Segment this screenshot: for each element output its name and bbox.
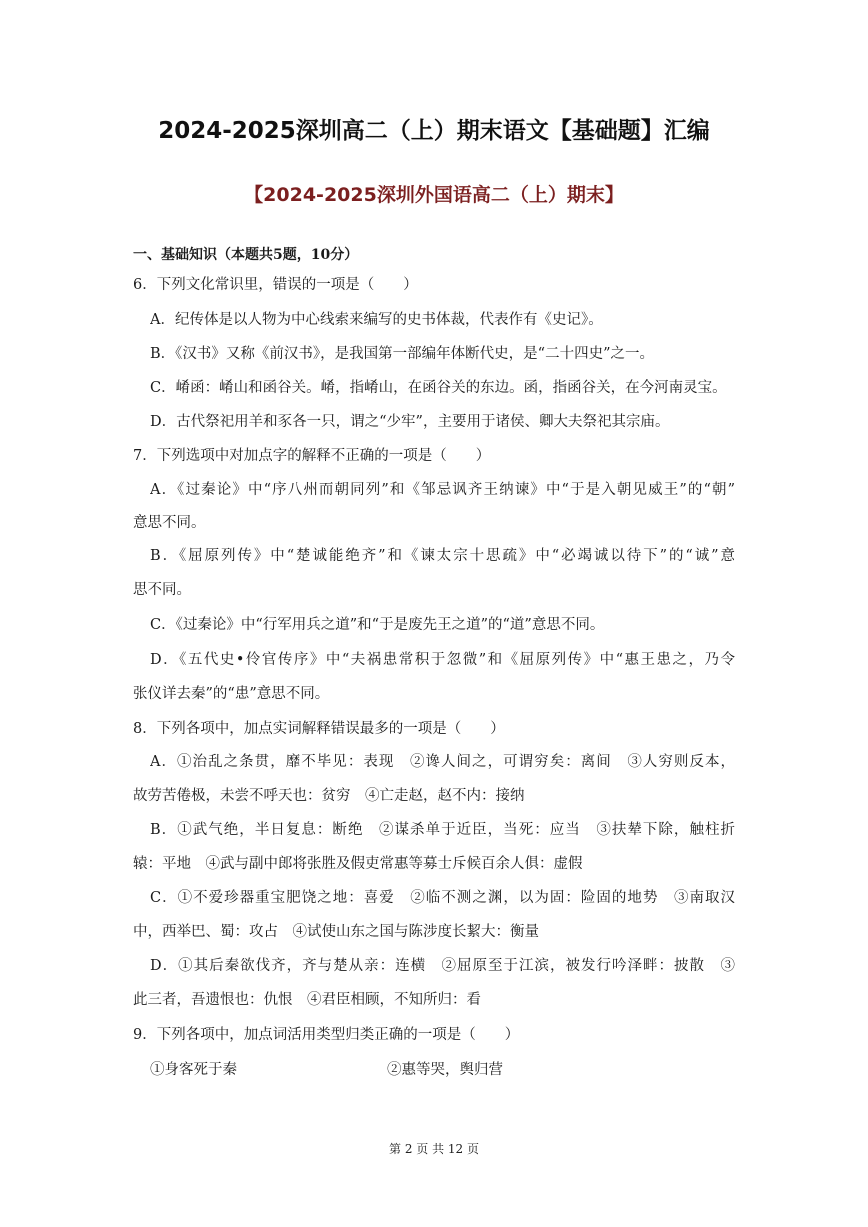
question-6-stem: 6．下列文化常识里，错误的一项是（ ） bbox=[133, 277, 418, 293]
question-7-stem: 7．下列选项中对加点字的解释不正确的一项是（ ） bbox=[133, 448, 491, 464]
question-7-option-d: D．《五代史•伶官传序》中“夫祸患常积于忽微”和《屈原列传》中“惠王患之，乃令 bbox=[150, 652, 735, 668]
question-8-option-a: A．①治乱之条贯，靡不毕见：表现 ②谗人间之，可谓穷矣：离间 ③人穷则反本， bbox=[150, 754, 735, 770]
question-7-option-c: C．《过秦论》中“行军用兵之道”和“于是废先王之道”的“道”意思不同。 bbox=[150, 617, 605, 633]
question-8-stem: 8．下列各项中，加点实词解释错误最多的一项是（ ） bbox=[133, 721, 505, 737]
question-9-stem: 9．下列各项中，加点词活用类型归类正确的一项是（ ） bbox=[133, 1027, 520, 1043]
question-8-option-d: D．①其后秦欲伐齐，齐与楚从亲：连横 ②屈原至于江滨，被发行吟泽畔：披散 ③ bbox=[150, 958, 735, 974]
document-title: 2024-2025深圳高二（上）期末语文【基础题】汇编 bbox=[158, 118, 710, 144]
question-8-option-b-cont: 辕：平地 ④武与副中郎将张胜及假吏常惠等募士斥候百余人俱：虚假 bbox=[133, 856, 583, 872]
exam-source-heading: 【2024-2025深圳外国语高二（上）期末】 bbox=[244, 184, 624, 206]
question-9-item-2: ②惠等哭，舆归营 bbox=[387, 1062, 503, 1078]
question-8-option-c-cont: 中，西举巴、蜀：攻占 ④试使山东之国与陈涉度长絜大：衡量 bbox=[133, 924, 539, 940]
question-9-item-1: ①身客死于秦 bbox=[150, 1062, 237, 1078]
question-6-option-a: A．纪传体是以人物为中心线索来编写的史书体裁，代表作有《史记》。 bbox=[150, 312, 603, 328]
question-6-option-b: B．《汉书》又称《前汉书》，是我国第一部编年体断代史，是“二十四史”之一。 bbox=[150, 346, 654, 362]
section-heading: 一、基础知识（本题共5题，10分） bbox=[133, 247, 359, 263]
question-8-option-d-cont: 此三者，吾遗恨也：仇恨 ④君臣相顾，不知所归：看 bbox=[133, 992, 481, 1008]
question-6-option-d: D．古代祭祀用羊和豕各一只，谓之“少牢”，主要用于诸侯、卿大夫祭祀其宗庙。 bbox=[150, 414, 670, 430]
question-7-option-b: B．《屈原列传》中“楚诚能绝齐”和《谏太宗十思疏》中“必竭诚以待下”的“诚”意 bbox=[150, 548, 735, 564]
question-8-option-a-cont: 故劳苦倦极，未尝不呼天也：贫穷 ④亡走赵，赵不内：接纳 bbox=[133, 788, 525, 804]
page-number: 第 2 页 共 12 页 bbox=[389, 1142, 479, 1156]
question-7-option-a: A．《过秦论》中“序八州而朝同列”和《邹忌讽齐王纳谏》中“于是入朝见威王”的“朝” bbox=[150, 482, 735, 498]
question-7-option-a-cont: 意思不同。 bbox=[133, 515, 206, 531]
question-6-option-c: C．崤函：崤山和函谷关。崤，指崤山，在函谷关的东边。函，指函谷关，在今河南灵宝。 bbox=[150, 380, 727, 396]
question-8-option-c: C．①不爱珍器重宝肥饶之地：喜爱 ②临不测之渊，以为固：险固的地势 ③南取汉 bbox=[150, 890, 735, 906]
question-7-option-d-cont: 张仪详去秦”的“患”意思不同。 bbox=[133, 686, 330, 702]
question-8-option-b: B．①武气绝，半日复息：断绝 ②谋杀单于近臣，当死：应当 ③扶辇下除，触柱折 bbox=[150, 822, 735, 838]
question-7-option-b-cont: 思不同。 bbox=[133, 582, 191, 598]
